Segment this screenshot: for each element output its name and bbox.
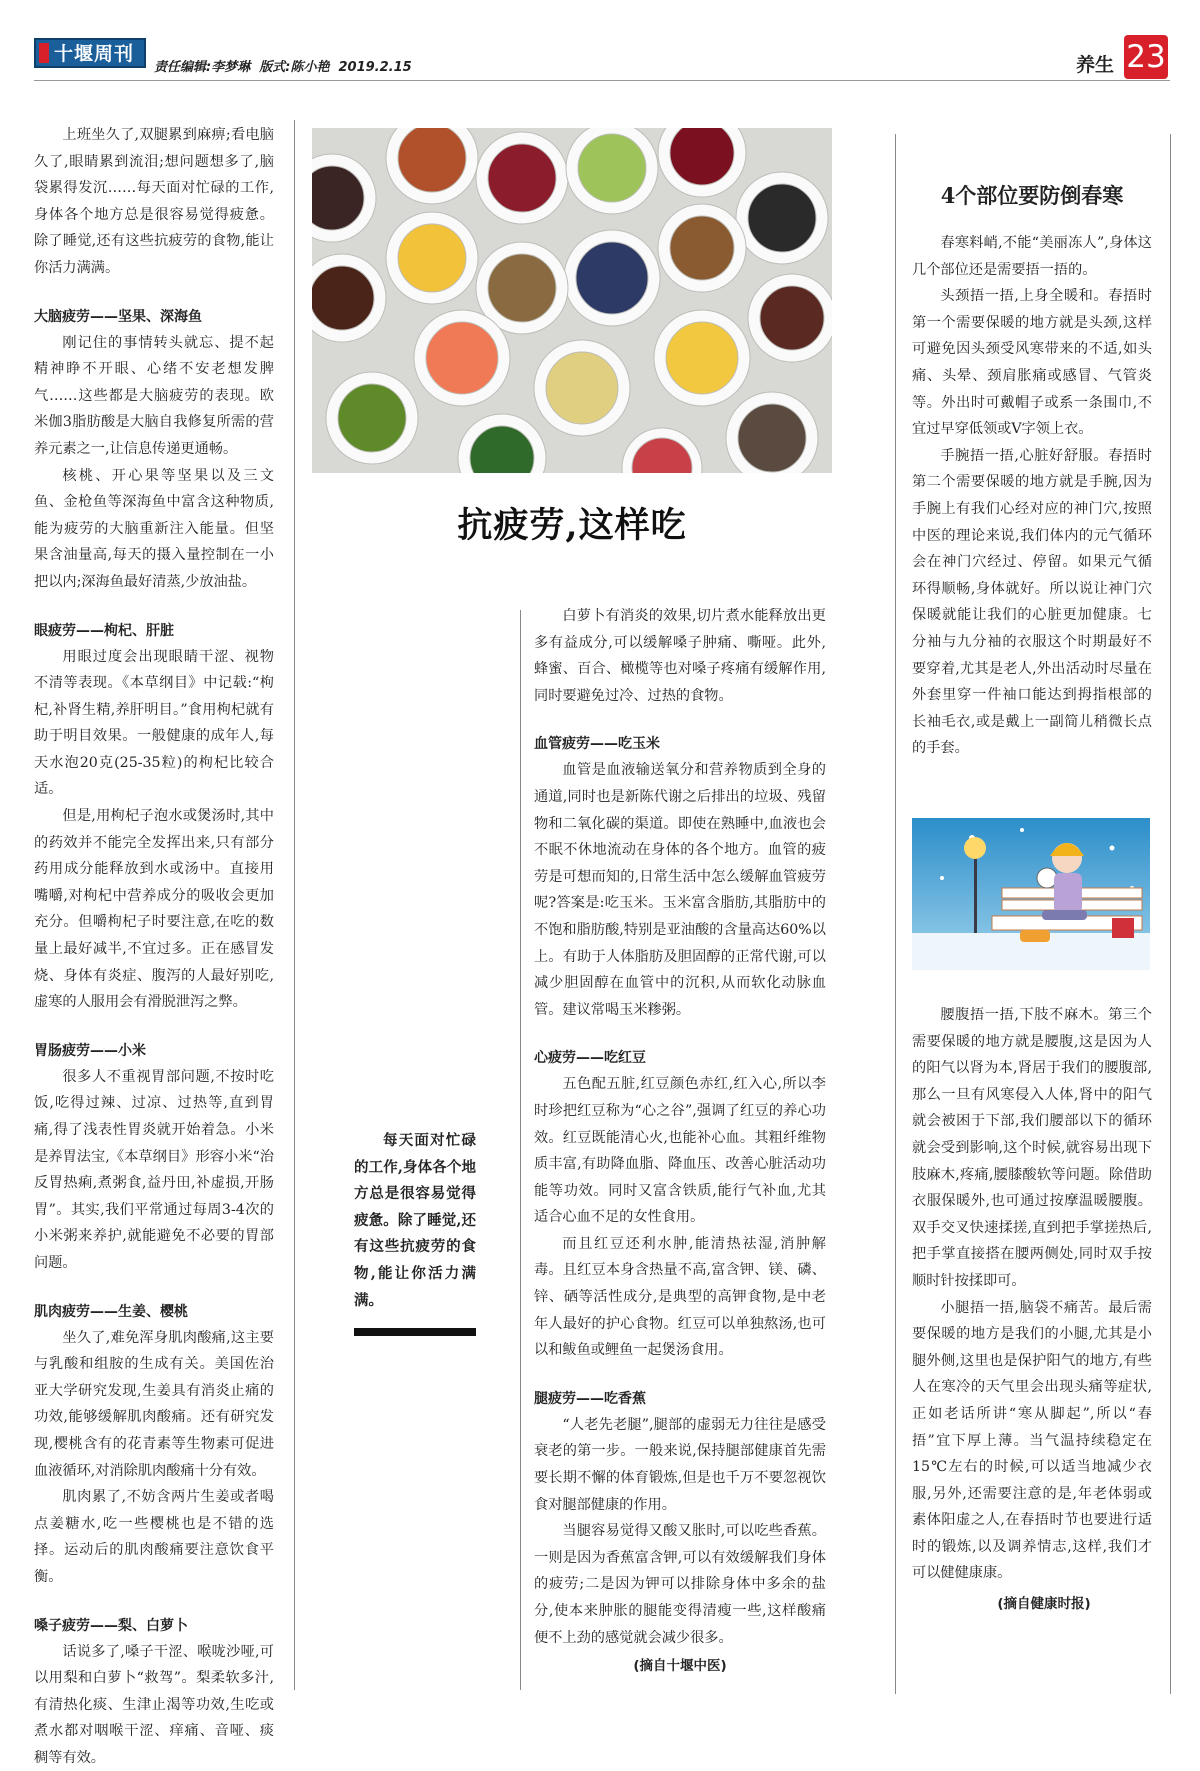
section-heading: 大脑疲劳——坚果、深海鱼: [34, 304, 274, 330]
sidebar-paragraph: 腰腹捂一捂,下肢不麻木。第三个需要保暖的地方就是腰腹,这是因为人的阳气以肾为本,肾居于我们的腰腹部,那么一旦有风寒侵入人体,肾中的阳气就会被困于下部,我们腰部以下的循环就会受到影响,这个时候,就容易出现下肢麻木,疼痛,腰膝酸软等问题。除借助衣服保暖外,也可通过按摩温暖腰腹。双手交叉快速揉搓,直到把手掌搓热后,把手掌直接搭在腰两侧处,同时双手按顺时针按揉即可。: [912, 1002, 1152, 1295]
paragraph: 坐久了,难免浑身肌肉酸痛,这主要与乳酸和组胺的生成有关。美国佐治亚大学研究发现,生姜具有消炎止痛的功效,能够缓解肌肉酸痛。还有研究发现,樱桃含有的花青素等生物素可促进血液循环,对消除肌肉酸痛十分有效。: [34, 1325, 274, 1485]
column-1: [34, 122, 274, 1771]
sidebar-paragraph: 春寒料峭,不能“美丽冻人”,身体这几个部位还是需要捂一捂的。: [912, 230, 1152, 283]
section-heading: 胃肠疲劳——小米: [34, 1038, 274, 1064]
sidebar-paragraph: 头颈捂一捂,上身全暖和。春捂时第一个需要保暖的地方就是头颈,这样可避免因头颈受风寒带来的不适,如头痛、头晕、颈肩胀痛或感冒、气管炎等。外出时可戴帽子或系一条围巾,不宜过早穿低领或V字领上衣。: [912, 283, 1152, 443]
sidebar-rule-left: [895, 134, 896, 1694]
article-intro: 上班坐久了,双腿累到麻痹;看电脑久了,眼睛累到流泪;想问题想多了,脑袋累得发沉……每天面对忙碌的工作,身体各个地方总是很容易觉得疲惫。除了睡觉,还有这些抗疲劳的食物,能让你活力满满。: [34, 122, 274, 282]
sidebar-paragraph: 小腿捂一捂,脑袋不痛苦。最后需要保暖的地方是我们的小腿,尤其是小腿外侧,这里也是保护阳气的地方,有些人在寒冷的天气里会出现头痛等症状,正如老话所讲“寒从脚起”,所以“春捂”宜下厚上薄。当气温持续稳定在15℃左右的时候,可以适当地减少衣服,另外,还需要注意的是,年老体弱或素体阳虚之人,在春捂时节也要进行适时的锻炼,以及调养情志,这样,我们才可以健健康康。: [912, 1295, 1152, 1588]
paragraph: 肌肉累了,不妨含两片生姜或者喝点姜糖水,吃一些樱桃也是不错的选择。运动后的肌肉酸痛要注意饮食平衡。: [34, 1484, 274, 1590]
section-heading: 腿疲劳——吃香蕉: [534, 1386, 826, 1412]
winter-girl-illustration: [912, 818, 1150, 970]
column-rule: [294, 120, 295, 1690]
sidebar-source: (摘自健康时报): [912, 1591, 1152, 1617]
masthead: [0, 0, 1200, 90]
pull-quote-text: 每天面对忙碌的工作,身体各个地方总是很容易觉得疲惫。除了睡觉,还有这些抗疲劳的食物,能让你活力满满。: [354, 1128, 476, 1314]
sidebar: [912, 180, 1152, 762]
article-source: (摘自十堰中医): [534, 1653, 826, 1679]
brand-name: 十堰周刊: [54, 41, 134, 67]
sidebar-rule-right: [1170, 134, 1171, 1694]
section-heading: 嗓子疲劳——梨、白萝卜: [34, 1613, 274, 1639]
masthead-rule: [34, 80, 1170, 81]
section-heading: 心疲劳——吃红豆: [534, 1045, 826, 1071]
brand-logo: [34, 38, 146, 68]
page-number-badge: [1124, 35, 1168, 79]
paragraph: 五色配五脏,红豆颜色赤红,红入心,所以李时珍把红豆称为“心之谷”,强调了红豆的养心功效。红豆既能清心火,也能补心血。其粗纤维物质丰富,有助降血脂、降血压、改善心脏活动功能等功效。同时又富含铁质,能行气补血,尤其适合心血不足的女性食用。: [534, 1071, 826, 1231]
paragraph: 白萝卜有消炎的效果,切片煮水能释放出更多有益成分,可以缓解嗓子肿痛、嘶哑。此外,蜂蜜、百合、橄榄等也对嗓子疼痛有缓解作用,同时要避免过冷、过热的食物。: [534, 603, 826, 709]
paragraph: 血管是血液输送氧分和营养物质到全身的通道,同时也是新陈代谢之后排出的垃圾、残留物和二氧化碳的渠道。即使在熟睡中,血液也会不眠不休地流动在身体的各个地方。血管的疲劳是可想而知的,日常生活中怎么缓解血管疲劳呢?答案是:吃玉米。玉米富含脂肪,其脂肪中的不饱和脂肪酸,特别是亚油酸的含量高达60%以上。有助于人体脂肪及胆固醇的正常代谢,可以减少胆固醇在血管中的沉积,从而软化动脉血管。建议常喝玉米糁粥。: [534, 757, 826, 1023]
pull-quote-bar: [354, 1328, 476, 1336]
column-rule: [520, 610, 521, 1690]
paragraph: 而且红豆还利水肿,能清热祛湿,消肿解毒。且红豆本身含热量不高,富含钾、镁、磷、锌、硒等活性成分,是典型的高钾食物,是中老年人最好的护心食物。红豆可以单独熬汤,也可以和鲅鱼或鲤鱼一起煲汤食用。: [534, 1231, 826, 1364]
sidebar-continued: [912, 1002, 1152, 1617]
pull-quote: [354, 1128, 476, 1336]
article-title: 抗疲劳,这样吃: [312, 502, 832, 550]
paragraph: 但是,用枸杞子泡水或煲汤时,其中的药效并不能完全发挥出来,只有部分药用成分能释放到水或汤中。直接用嘴嚼,对枸杞中营养成分的吸收会更加充分。但嚼枸杞子时要注意,在吃的数量上最好减半,不宜过多。正在感冒发烧、身体有炎症、腹泻的人最好别吃,虚寒的人服用会有滑脱泄泻之弊。: [34, 803, 274, 1016]
paragraph: 刚记住的事情转头就忘、提不起精神睁不开眼、心绪不安老想发脾气……这些都是大脑疲劳的表现。欧米伽3脂肪酸是大脑自我修复所需的营养元素之一,让信息传递更通畅。: [34, 330, 274, 463]
paragraph: “人老先老腿”,腿部的虚弱无力往往是感受衰老的第一步。一般来说,保持腿部健康首先需要长期不懈的体育锻炼,但是也千万不要忽视饮食对腿部健康的作用。: [534, 1412, 826, 1518]
logo-mark-icon: [39, 43, 49, 63]
paragraph: 话说多了,嗓子干涩、喉咙沙哑,可以用梨和白萝卜“救驾”。梨柔软多汁,有清热化痰、生津止渴等功效,生吃或煮水都对咽喉干涩、痒痛、音哑、痰稠等有效。: [34, 1639, 274, 1771]
winter-scene-drawing: [912, 818, 1150, 970]
food-bowls-photo: [312, 128, 832, 473]
page-number: 23: [1124, 35, 1168, 79]
column-3: [534, 603, 826, 1679]
paragraph: 用眼过度会出现眼睛干涩、视物不清等表现。《本草纲目》中记载:“枸杞,补肾生精,养肝明目。”食用枸杞就有助于明目效果。一般健康的成年人,每天水泡20克(25-35粒)的枸杞比较合适。: [34, 644, 274, 804]
paragraph: 很多人不重视胃部问题,不按时吃饭,吃得过辣、过凉、过热等,直到胃痛,得了浅表性胃炎就开始着急。小米是养胃法宝,《本草纲目》形容小米“治反胃热痢,煮粥食,益丹田,补虚损,开肠胃”。其实,我们平常通过每周3-4次的小米粥来养护,就能避免不必要的胃部问题。: [34, 1064, 274, 1277]
paragraph: 核桃、开心果等坚果以及三文鱼、金枪鱼等深海鱼中富含这种物质,能为疲劳的大脑重新注入能量。但坚果含油量高,每天的摄入量控制在一小把以内;深海鱼最好清蒸,少放油盐。: [34, 463, 274, 596]
sidebar-paragraph: 手腕捂一捂,心脏好舒服。春捂时第二个需要保暖的地方就是手腕,因为手腕上有我们心经对应的神门穴,按照中医的理论来说,我们体内的元气循环会在神门穴经过、停留。如果元气循环得顺畅,身体就好。所以说让神门穴保暖就能让我们的心脏更加健康。七分袖与九分袖的衣服这个时期最好不要穿着,尤其是老人,外出活动时尽量在外套里穿一件袖口能达到拇指根部的长袖毛衣,或是戴上一副简儿稍微长点的手套。: [912, 443, 1152, 762]
sidebar-title: 4个部位要防倒春寒: [912, 180, 1152, 212]
section-heading: 眼疲劳——枸杞、肝脏: [34, 618, 274, 644]
food-bowls-illustration: [312, 128, 832, 473]
section-label: 养生: [1076, 50, 1114, 77]
section-heading: 血管疲劳——吃玉米: [534, 731, 826, 757]
section-heading: 肌肉疲劳——生姜、樱桃: [34, 1299, 274, 1325]
paragraph: 当腿容易觉得又酸又胀时,可以吃些香蕉。一则是因为香蕉富含钾,可以有效缓解我们身体的疲劳;二是因为钾可以排除身体中多余的盐分,使本来肿胀的腿能变得清瘦一些,这样酸痛便不上劲的感觉就会减少很多。: [534, 1518, 826, 1651]
credits-line: 责任编辑:李梦琳 版式:陈小艳 2019.2.15: [154, 56, 412, 75]
